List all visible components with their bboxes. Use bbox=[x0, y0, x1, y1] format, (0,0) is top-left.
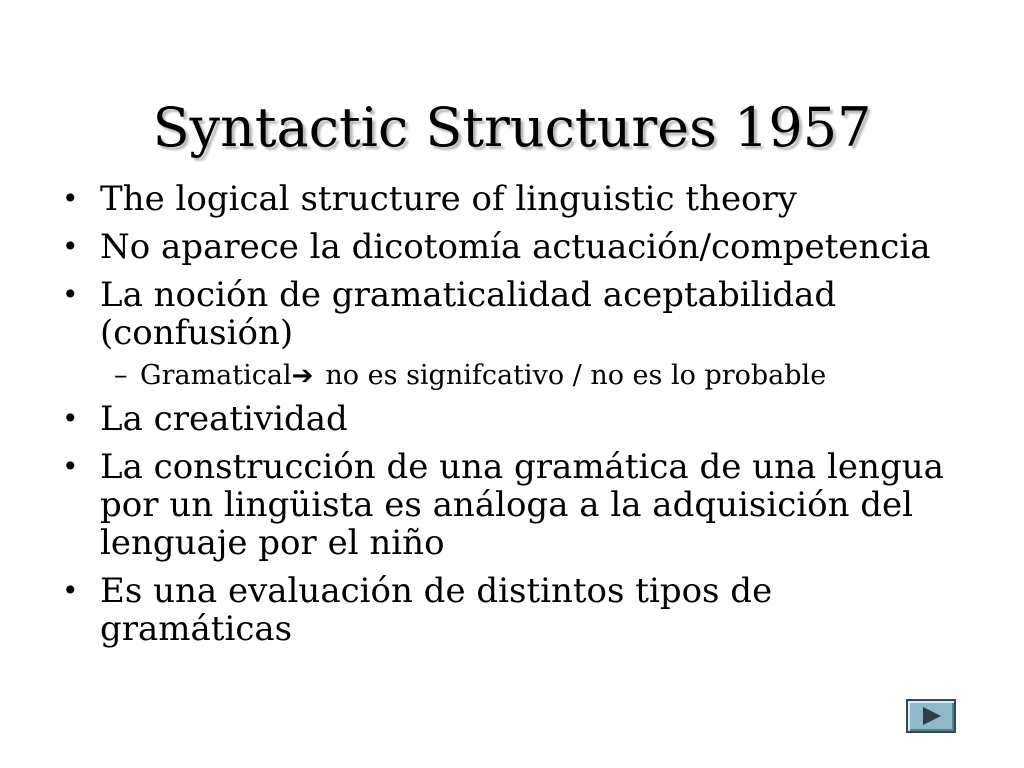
bullet-text: La creatividad bbox=[100, 399, 348, 439]
bullet-item bbox=[62, 572, 962, 648]
right-arrow-icon: ➔ bbox=[291, 361, 314, 391]
bullet-dot: • bbox=[62, 230, 79, 263]
bullet-dot: • bbox=[62, 182, 79, 215]
bullet-text: Es una evaluación de distintos tipos de gramáticas bbox=[100, 571, 773, 649]
bullet-item bbox=[62, 228, 962, 266]
bullet-dot: • bbox=[62, 450, 79, 483]
bullet-item bbox=[62, 276, 962, 352]
bullet-dot: • bbox=[62, 402, 79, 435]
sub-bullet-rest: no es signifcativo / no es lo probable bbox=[325, 360, 827, 391]
sub-bullet-dash: – bbox=[114, 360, 128, 391]
bullet-item bbox=[62, 180, 962, 218]
sub-bullet-item bbox=[114, 360, 962, 392]
sub-bullet-text bbox=[140, 360, 962, 392]
bullet-list bbox=[62, 180, 962, 658]
bullet-item bbox=[62, 448, 962, 562]
play-triangle-icon bbox=[923, 707, 941, 725]
bullet-dot: • bbox=[62, 278, 79, 311]
bullet-text: The logical structure of linguistic theory bbox=[100, 179, 798, 219]
bullet-dot: • bbox=[62, 574, 79, 607]
bullet-text: La construcción de una gramática de una lengua por un lingüista es análoga a la adquisición del lenguaje por el niño bbox=[100, 447, 944, 563]
bullet-text: La noción de gramaticalidad aceptabilidad (confusión) bbox=[100, 275, 837, 353]
bullet-text: No aparece la dicotomía actuación/competencia bbox=[100, 227, 931, 267]
sub-bullet-lead: Gramatical bbox=[140, 360, 292, 391]
next-slide-button[interactable] bbox=[906, 699, 956, 733]
bullet-item bbox=[62, 400, 962, 438]
slide-title: Syntactic Structures 1957 bbox=[152, 96, 872, 160]
